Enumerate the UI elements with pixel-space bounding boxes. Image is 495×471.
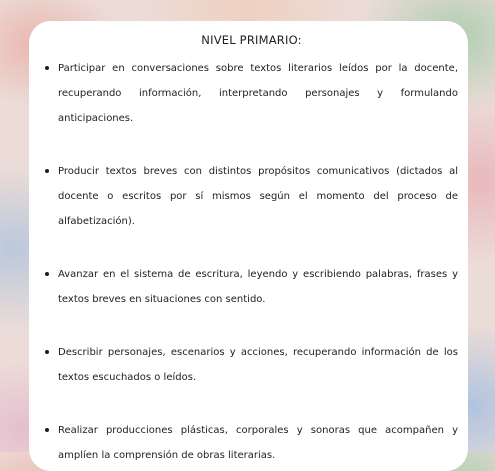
list-item-text: Producir textos breves con distintos propósitos comunicativos (dictados al docente o escritos por sí mismos según el momento del proceso de alfabetización). [58,166,458,227]
section-title: NIVEL PRIMARIO: [201,33,302,47]
list-item-text: Describir personajes, escenarios y acciones, recuperando información de los textos escuchados o leídos. [58,347,458,383]
list-item [45,418,458,468]
list-item-text: Participar en conversaciones sobre textos literarios leídos por la docente, recuperando información, interpretando personajes y formulando anticipaciones. [58,63,458,124]
bullet-icon [45,169,49,173]
bullet-icon [45,428,49,432]
list-item [45,159,458,234]
bullet-icon [45,66,49,70]
list-item-text: Realizar producciones plásticas, corporales y sonoras que acompañen y amplíen la comprensión de obras literarias. [58,425,458,461]
objectives-list [45,56,458,468]
list-item [45,340,458,390]
list-item [45,56,458,131]
bullet-icon [45,350,49,354]
bullet-icon [45,272,49,276]
content-card [29,21,468,471]
list-item-text: Avanzar en el sistema de escritura, leyendo y escribiendo palabras, frases y textos breves en situaciones con sentido. [58,269,458,305]
list-item [45,262,458,312]
